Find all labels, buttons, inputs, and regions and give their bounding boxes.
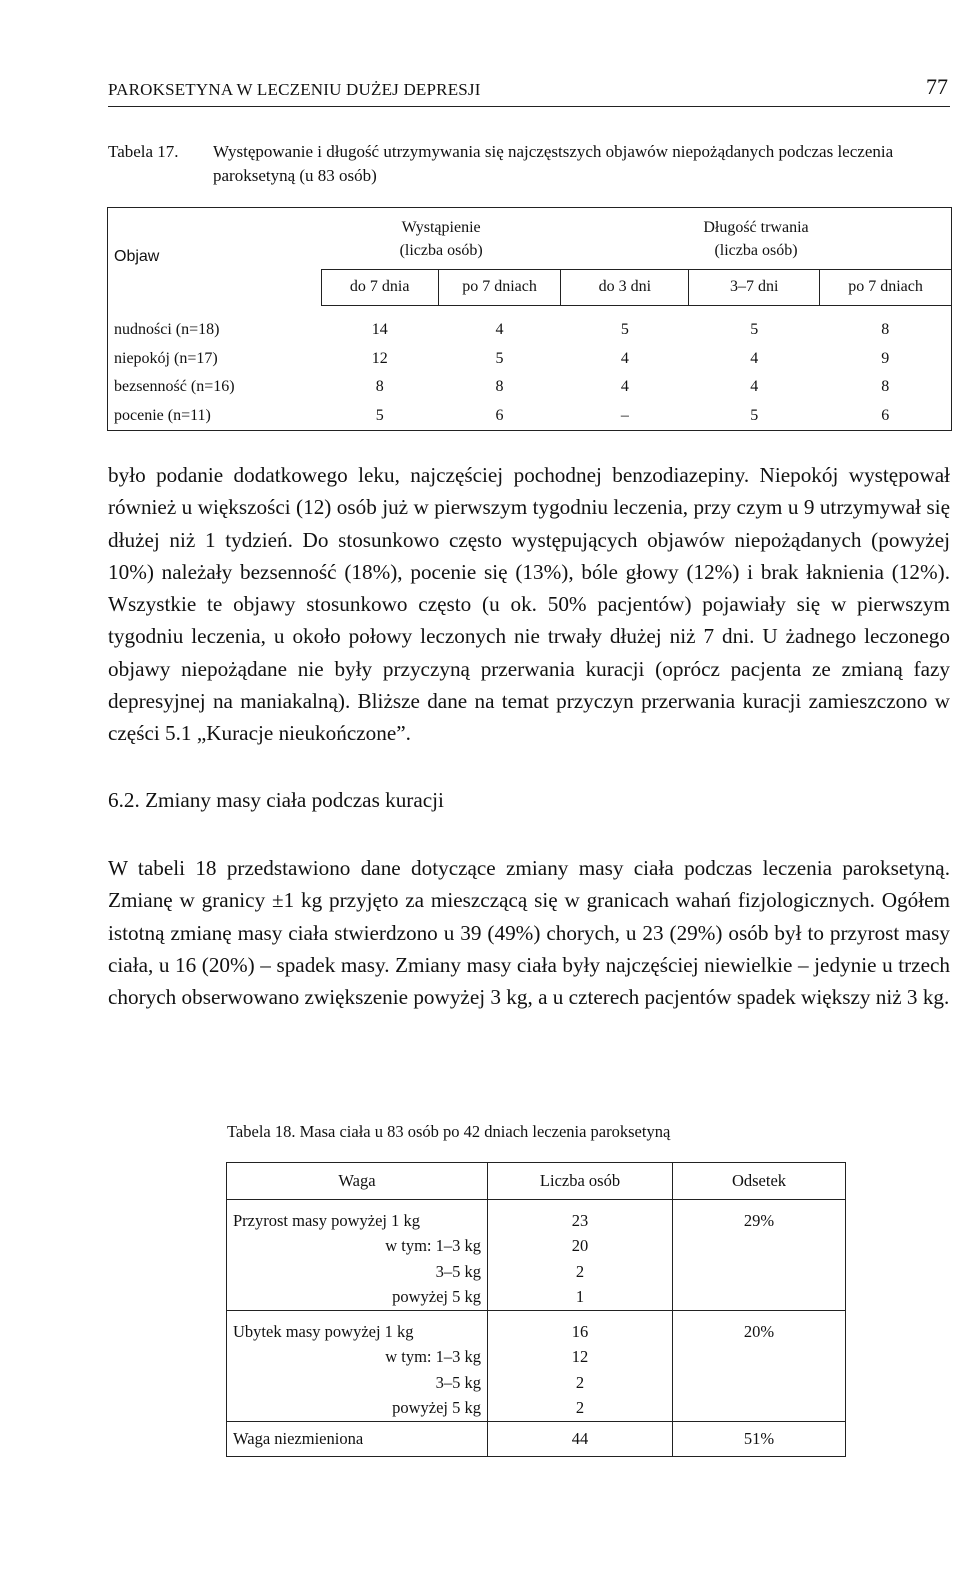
table-cell: 8 [881, 378, 890, 396]
table-18-caption: Tabela 18. Masa ciała u 83 osób po 42 dniach leczenia paroksetyną [227, 1122, 671, 1141]
running-title: PAROKSETYNA W LECZENIU DUŻEJ DEPRESJI [108, 80, 481, 99]
table-18-row-label: w tym: 1–3 kg [227, 1345, 488, 1371]
table-17-col-objaw: Objaw [114, 247, 160, 265]
table-row [108, 373, 952, 402]
table-cell [673, 1396, 846, 1422]
table-row [227, 1422, 846, 1457]
table-cell: 4 [620, 378, 629, 396]
table-cell: 6 [881, 406, 890, 424]
table-17-group-duration [561, 208, 952, 270]
table-cell [673, 1234, 846, 1260]
page-number: 77 [926, 74, 948, 99]
table-17-subheader: po 7 dniach [820, 270, 952, 306]
table-cell: 8 [375, 378, 384, 396]
table-cell: 4 [750, 349, 759, 367]
table-cell: 4 [620, 349, 629, 367]
table-cell: 5 [750, 321, 759, 339]
table-18-row-label: 3–5 kg [227, 1370, 488, 1396]
table-17-subheader: po 7 dniach [438, 270, 561, 306]
table-18 [226, 1162, 846, 1457]
table-17-header-row [108, 208, 952, 270]
table-17-caption-number: Tabela 17. [108, 142, 179, 161]
table-17-subheader: do 7 dnia [321, 270, 438, 306]
table-cell: 20% [743, 1321, 775, 1341]
table-cell [673, 1370, 846, 1396]
table-18-col-waga: Waga [227, 1163, 488, 1200]
table-cell: 5 [375, 406, 384, 424]
table-18-row-label: Ubytek masy powyżej 1 kg [227, 1311, 488, 1345]
body-paragraph-1: było podanie dodatkowego leku, najczęściej pochodnej benzodiazepiny. Niepokój występował również u większości (12) osób już w pierwszym tygodniu leczenia, przy czym u 9 utrzymywał się dłużej niż 1 tydzień. Do stosunkowo często występujących objawów niepożądanych (powyżej 10%) należały bezsenność (18%), pocenie się (13%), bóle głowy (12%) i brak łaknienia (12%). Wszystkie te objawy stosunkowo często (u ok. 50% pacjentów) pojawiały się w pierwszym tygodniu leczenia, u około połowy leczonych nie trwały dłużej niż 7 dni. U żadnego leczonego objawy niepożądane nie były przyczyną przerwania kuracji (oprócz pacjenta ze zmianą fazy depresyjnej na maniakalną). Bliższe dane na temat przyczyn przerwania kuracji zamieszczono w części 5.1 „Kuracje nieukończone”. [108, 463, 950, 746]
table-17-group-occurrence-line2: (liczba osób) [399, 241, 483, 259]
running-header [108, 72, 950, 107]
table-cell: 5 [620, 321, 629, 339]
table-cell: 2 [488, 1396, 673, 1422]
body-paragraph-2: W tabeli 18 przedstawiono dane dotyczące zmiany masy ciała podczas leczenia paroksetyną. Zmianę w granicy ±1 kg przyjęto za mieszczącą się w granicach wahań fizjologicznych. Ogółem istotną zmianę masy ciała stwierdzono u 39 (49%) chorych, u 23 (29%) osób był to przyrost masy ciała, u 16 (20%) – spadek masy. Zmiany masy ciała były najczęściej niewielkie – jedynie u trzech chorych obserwowano zwiększenie powyżej 3 kg, a u czterech pacjentów spadek większy niż 3 kg. [108, 856, 950, 1010]
table-17-caption-text: Występowanie i długość utrzymywania się najczęstszych objawów niepożądanych podczas leczenia paroksetyną (u 83 osób) [213, 142, 894, 185]
table-cell: 2 [488, 1370, 673, 1396]
table-17-group-duration-line1: Długość trwania [703, 218, 809, 236]
table-row [227, 1345, 846, 1371]
table-cell: 44 [488, 1422, 673, 1457]
table-cell: 14 [371, 321, 388, 339]
table-17-group-occurrence [321, 208, 561, 270]
table-17-subheader: 3–7 dni [689, 270, 820, 306]
table-18-row-label: powyżej 5 kg [227, 1285, 488, 1311]
table-cell: 1 [488, 1285, 673, 1311]
table-row [227, 1285, 846, 1311]
table-row [227, 1234, 846, 1260]
table-18-row-label: Waga niezmieniona [227, 1422, 488, 1457]
table-18-row-label: w tym: 1–3 kg [227, 1234, 488, 1260]
table-cell: 12 [488, 1345, 673, 1371]
table-cell: 29% [743, 1210, 775, 1230]
table-row [108, 305, 952, 344]
table-cell: 8 [881, 321, 890, 339]
table-row [227, 1200, 846, 1234]
table-cell: 12 [371, 349, 388, 367]
table-17-row-label: pocenie (n=11) [114, 406, 211, 424]
table-17-row-label: niepokój (n=17) [114, 349, 218, 367]
table-cell: 5 [495, 349, 504, 367]
table-cell: 2 [488, 1259, 673, 1285]
table-cell: 4 [495, 321, 504, 339]
table-18-row-label: 3–5 kg [227, 1259, 488, 1285]
table-cell: 9 [881, 349, 890, 367]
table-17-group-occurrence-line1: Wystąpienie [401, 218, 481, 236]
table-row [108, 344, 952, 373]
table-18-col-count: Liczba osób [488, 1163, 673, 1200]
table-cell: 6 [495, 406, 504, 424]
table-cell: 51% [743, 1429, 775, 1448]
table-18-header-row [227, 1163, 846, 1200]
table-18-row-label: Przyrost masy powyżej 1 kg [227, 1200, 488, 1234]
table-17-subheader: do 3 dni [561, 270, 689, 306]
table-cell [673, 1345, 846, 1371]
table-row [227, 1370, 846, 1396]
table-cell: 4 [750, 378, 759, 396]
table-cell: – [620, 406, 629, 424]
table-cell [673, 1285, 846, 1311]
table-17-row-label: nudności (n=18) [114, 320, 220, 338]
table-cell: 16 [488, 1311, 673, 1345]
table-row [227, 1396, 846, 1422]
table-17 [107, 207, 952, 431]
section-heading: 6.2. Zmiany masy ciała podczas kuracji [108, 788, 444, 812]
table-row [227, 1259, 846, 1285]
table-row [108, 401, 952, 430]
table-17-group-duration-line2: (liczba osób) [714, 241, 798, 259]
table-17-row-label: bezsenność (n=16) [114, 378, 235, 396]
table-cell: 8 [495, 378, 504, 396]
table-cell: 23 [488, 1200, 673, 1234]
table-cell: 20 [488, 1234, 673, 1260]
table-cell [673, 1259, 846, 1285]
table-18-col-percent: Odsetek [673, 1163, 846, 1200]
table-row [227, 1311, 846, 1345]
table-cell: 5 [750, 406, 759, 424]
table-18-row-label: powyżej 5 kg [227, 1396, 488, 1422]
